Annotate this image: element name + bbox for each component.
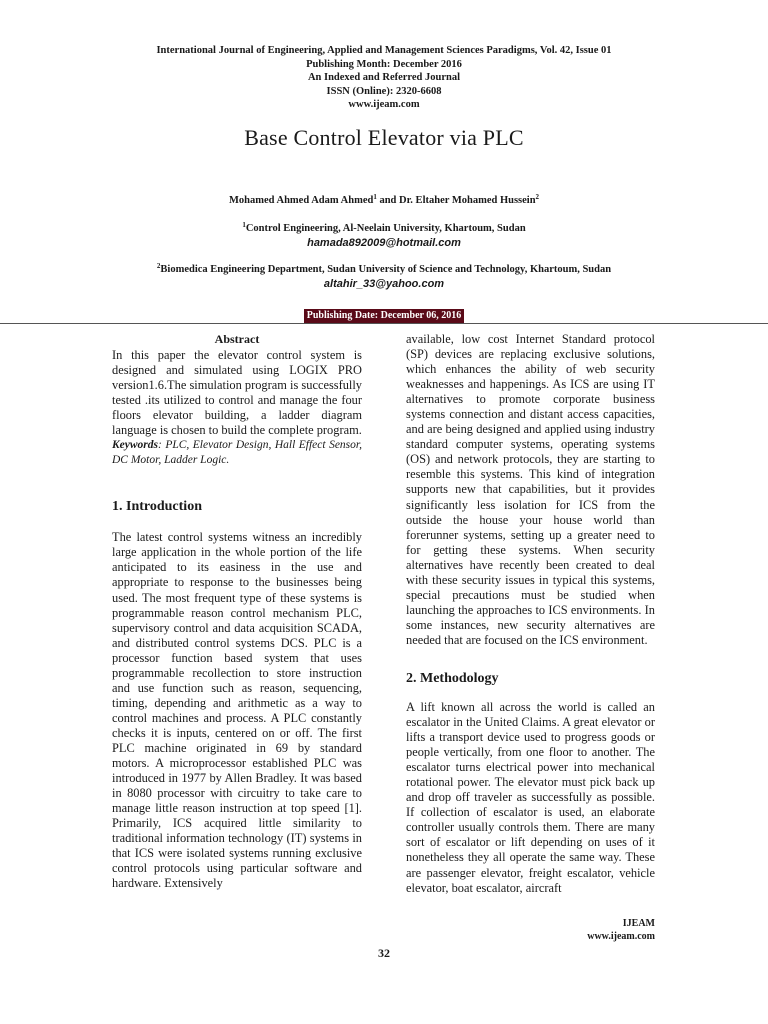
email-2: altahir_33@yahoo.com: [323, 278, 445, 290]
methodology-text: A lift known all across the world is called an escalator in the United Claims. A great elevator or lifts a transport device used to progress goods or people vertically, from one floor to another. The escalator turns electrical power into mechanical rotational power. The elevator must pick back up and drop off traveler as successfully as possible. If collection of escalator is used, an elaborate controller usually controls them. There are many sort of escalator or lift depending on uses of it nonetheless they all operate the same way. These are passenger elevator, freight escalator, vehicle elevator, boat escalator, aircraft: [406, 699, 655, 895]
footer-journal-name: IJEAM: [622, 918, 655, 929]
affiliation-2: [0, 263, 768, 291]
authors: [0, 195, 768, 206]
journal-name: International Journal of Engineering, Applied and Management Sciences Paradigms, Vol. 42, Issue 01: [156, 45, 612, 56]
affiliation-1: [0, 222, 768, 250]
introduction-text-continued: available, low cost Internet Standard protocol (SP) devices are replacing exclusive solutions, which enhances the ability of web security weaknesses and happenings. As ICS are using IT alternatives to promote corporate business systems connection and distant access capacities, and are being designed and applied using industry standard computer systems, operating systems (OS) and network protocols, they are starting to resemble this systems. This kind of integration supports new that capabilities, but it provides significantly less isolation for ICS from the outside the house your house world than forerunner systems, setting up a greater need to for getting these systems. When security alternatives have recently been created to deal with these security issues in typical this systems, special precautions must be studied when launching the approaches to ICS environments. In some instances, new security alternatives are needed that are focused on the ICS environment.: [406, 332, 655, 647]
introduction-heading: 1. Introduction: [112, 499, 202, 515]
issn: ISSN (Online): 2320-6608: [326, 85, 442, 97]
abstract-heading: Abstract: [214, 332, 260, 346]
author-and: and: [376, 195, 400, 206]
affiliation-1-text: Control Engineering, Al-Neelain University, Khartoum, Sudan: [245, 223, 526, 234]
author-1-sup: 1: [373, 193, 377, 201]
keywords: [112, 438, 362, 468]
affiliation-2-sup: 2: [156, 262, 161, 270]
journal-type: An Indexed and Referred Journal: [307, 72, 461, 83]
author-2-sup: 2: [535, 193, 540, 201]
footer-journal: [560, 917, 655, 943]
journal-url: www.ijeam.com: [348, 99, 420, 110]
journal-header: [0, 44, 768, 112]
left-column: [112, 332, 362, 891]
methodology-heading: 2. Methodology: [406, 670, 499, 686]
author-2: Dr. Eltaher Mohamed Hussein: [399, 195, 536, 206]
introduction-text: The latest control systems witness an incredibly large application in the whole portion of the life anticipated to its easiness in the use and appropriate to response to the businesses being used. The most frequent type of these systems is programmable reason control mechanism PLC, supervisory control and data acquisition SCADA, and distributed control systems DCS. PLC is a processor function based system that uses programmable recollection to store instruction and use function such as reason, sequencing, timing, depending and arithmetic as a way to control machines and process. A PLC constantly checks it is inputs, centered on or off. The first PLC machine originated in 69 by standard motors. A microprocessor established PLC was introduced in 1977 by Allen Bradley. It was based in 8080 processor with circuitry to take care to manage little reason instruction at top speed [1]. Primarily, ICS acquired little similarity to traditional information technology (IT) systems in that ICS were isolated systems running exclusive control protocols using particular software and hardware. Extensively: [112, 530, 362, 891]
affiliation-1-sup: 1: [242, 221, 246, 229]
publishing-month: Publishing Month: December 2016: [306, 58, 462, 70]
keywords-list: : PLC, Elevator Design, Hall Effect Sensor, DC Motor, Ladder Logic.: [112, 439, 362, 467]
page-number: 32: [378, 946, 390, 960]
publishing-date-wrap: [0, 305, 768, 323]
keywords-label: Keywords: [112, 439, 158, 452]
header-divider: [0, 323, 768, 324]
abstract-text: In this paper the elevator control system is designed and simulated using LOGIX PRO version1.6.The simulation program is successfully tested .its utilized to control and manage the four floors elevator building, a ladder diagram language is chosen to build the complete program.: [112, 348, 362, 438]
publishing-date-badge: Publishing Date: December 06, 2016: [304, 309, 465, 323]
paper-title: Base Control Elevator via PLC: [244, 125, 524, 150]
footer-journal-url: www.ijeam.com: [587, 931, 655, 942]
author-1: Mohamed Ahmed Adam Ahmed: [228, 195, 374, 206]
email-1: hamada892009@hotmail.com: [307, 237, 461, 249]
affiliation-2-text: Biomedica Engineering Department, Sudan University of Science and Technology, Khartoum, Sudan: [160, 264, 612, 275]
right-column: [406, 332, 655, 896]
